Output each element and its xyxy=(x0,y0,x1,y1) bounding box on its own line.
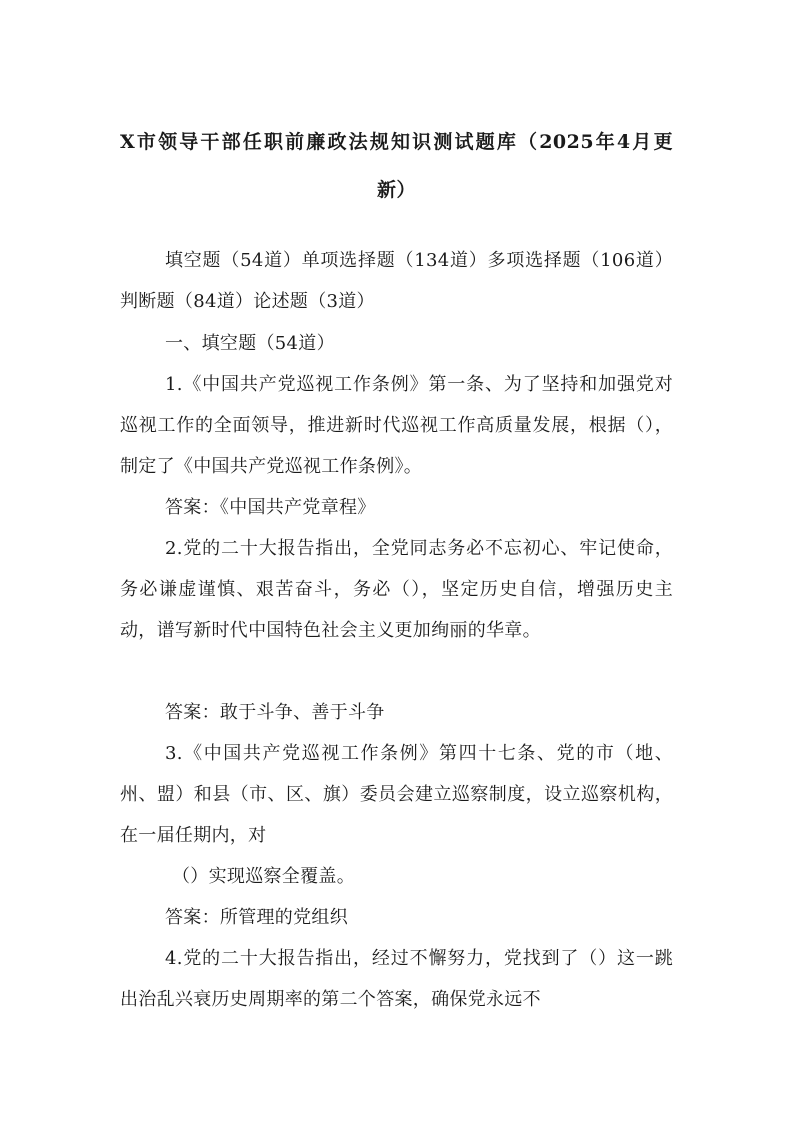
question-3: 3.《中国共产党巡视工作条例》第四十七条、党的市（地、州、盟）和县（市、区、旗）委员会建立巡察制度，设立巡察机构，在一届任期内，对 xyxy=(120,743,673,846)
question-3-continued: （）实现巡察全覆盖。 xyxy=(172,866,355,887)
answer-1: 答案：《中国共产党章程》 xyxy=(165,497,376,518)
document-title-continued: 新） xyxy=(376,179,416,201)
document-title: X市领导干部任职前廉政法规知识测试题库（2025年4月更 xyxy=(120,131,673,153)
answer-3: 答案：所管理的党组织 xyxy=(165,907,348,928)
section-heading: 一、填空题（54道） xyxy=(165,333,335,354)
question-summary: 填空题（54道）单项选择题（134道）多项选择题（106道）判断题（84道）论述题（3道） xyxy=(120,250,673,312)
question-2: 2.党的二十大报告指出，全党同志务必不忘初心、牢记使命，务必谦虚谨慎、艰苦奋斗，务必（），坚定历史自信，增强历史主动，谱写新时代中国特色社会主义更加绚丽的华章。 xyxy=(120,538,673,641)
question-4: 4.党的二十大报告指出，经过不懈努力，党找到了（）这一跳出治乱兴衰历史周期率的第二个答案，确保党永远不 xyxy=(120,948,673,1010)
answer-2: 答案：敢于斗争、善于斗争 xyxy=(165,702,385,723)
question-1: 1.《中国共产党巡视工作条例》第一条、为了坚持和加强党对巡视工作的全面领导，推进新时代巡视工作高质量发展，根据（），制定了《中国共产党巡视工作条例》。 xyxy=(120,374,673,477)
